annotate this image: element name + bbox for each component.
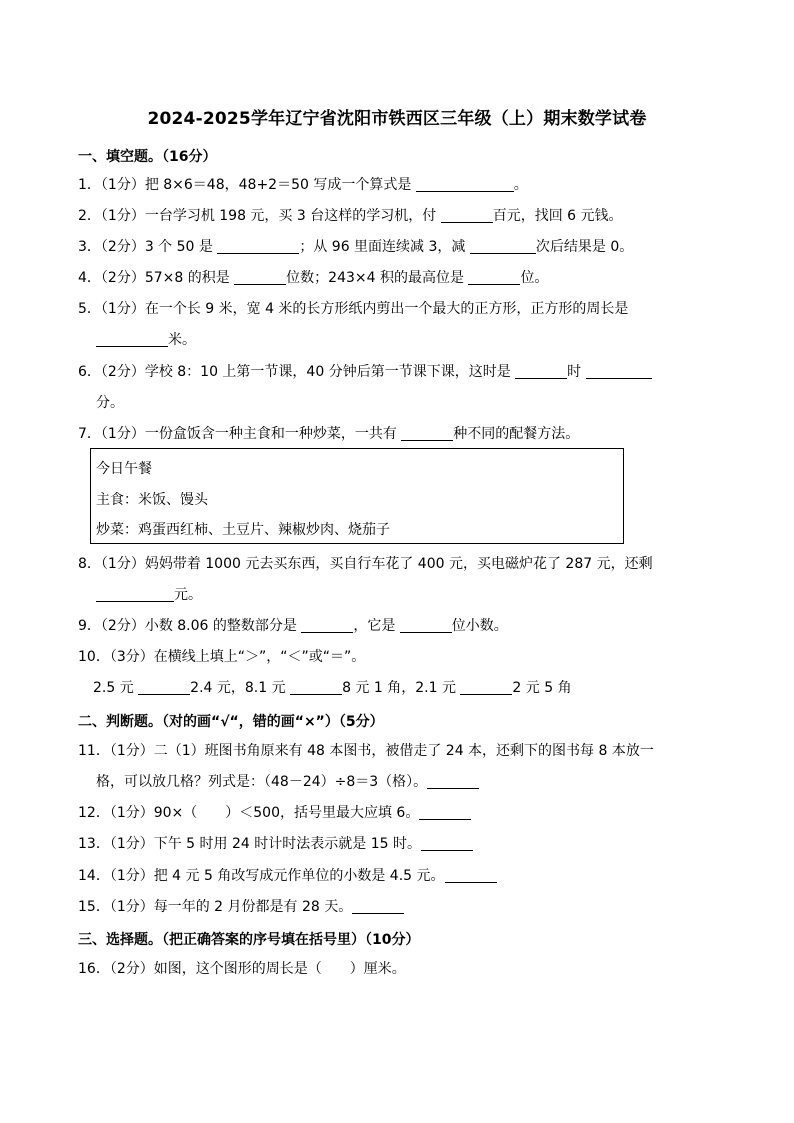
question-7 [78,425,579,443]
question-text: 位数；243×4 积的最高位是 [286,270,464,286]
question-text: 9．（2分）小数 8.06 的整数部分是 [78,618,297,634]
question-11-cont [96,773,479,791]
question-text: 2.4 元，8.1 元 [190,680,286,696]
question-text: 位。 [520,270,549,286]
section-multiple-choice: 三、选择题。（把正确答案的序号填在括号里）（10分） [78,932,420,948]
question-6-cont [96,394,124,412]
question-text: 格，可以放几格？列式是：（48－24）÷8＝3（格）。 [96,774,428,790]
question-text: 10．（3分）在横线上填上“＞”，“＜”或“＝”。 [78,649,366,665]
question-10 [78,648,365,666]
question-2 [78,207,623,225]
answer-blank[interactable] [290,680,342,695]
question-4 [78,269,548,287]
question-text: 2．（1分）一台学习机 198 元，买 3 台这样的学习机，付 [78,208,437,224]
section-true-false: 二、判断题。（对的画“√“，错的画“×”）（5分） [78,714,384,730]
question-15 [78,898,404,916]
answer-blank[interactable] [427,774,479,789]
question-text: 2 元 5 角 [512,680,572,696]
question-text: 12．（1分）90×（ ）＜500，括号里最大应填 6。 [78,805,420,821]
question-9 [78,617,508,635]
question-text: 13．（1分）下午 5 时用 24 时计时法表示就是 15 时。 [78,836,421,852]
question-text: ，它是 [353,618,396,634]
question-text: 种不同的配餐方法。 [453,426,580,442]
question-3 [78,238,633,256]
exam-title: 2024-2025学年辽宁省沈阳市铁西区三年级（上）期末数学试卷 [147,109,647,129]
question-text: 4．（2分）57×8 的积是 [78,270,230,286]
question-text: 8．（1分）妈妈带着 1000 元去买东西，买自行车花了 400 元，买电磁炉花了 287 元，还剩 [78,556,653,572]
answer-blank[interactable] [460,680,512,695]
question-text: 位小数。 [451,618,508,634]
question-16 [78,960,406,978]
question-text: 7．（1分）一份盒饭含一种主食和一种炒菜，一共有 [78,426,397,442]
question-text: 百元，找回 6 元钱。 [492,208,623,224]
question-text: 分。 [96,395,124,411]
question-12 [78,804,471,822]
answer-blank[interactable] [96,332,168,347]
answer-blank[interactable] [217,239,299,254]
answer-blank[interactable] [421,836,473,851]
section-fill-in-blank: 一、填空题。（16分） [78,149,217,165]
answer-blank[interactable] [401,426,453,441]
answer-blank[interactable] [96,587,174,602]
question-10-parts [93,679,572,697]
question-text: 2.5 元 [93,680,134,696]
answer-blank[interactable] [468,270,520,285]
answer-blank[interactable] [586,364,652,379]
question-text: 元。 [174,587,202,603]
answer-blank[interactable] [419,805,471,820]
question-text: 时 [567,364,582,380]
menu-staple: 主食：米饭、馒头 [96,492,208,508]
answer-blank[interactable] [515,364,567,379]
question-text: 1．（1分）把 8×6＝48，48+2＝50 写成一个算式是 [78,177,412,193]
question-13 [78,835,473,853]
question-text: ；从 96 里面连续减 3，减 [299,239,466,255]
answer-blank[interactable] [352,899,404,914]
question-11 [78,742,654,760]
answer-blank[interactable] [301,618,353,633]
answer-blank[interactable] [400,618,452,633]
question-text: 5．（1分）在一个长 9 米，宽 4 米的长方形纸内剪出一个最大的正方形，正方形的周长是 [78,301,629,317]
answer-blank[interactable] [234,270,286,285]
question-5-cont [96,331,196,349]
question-text: 次后结果是 0。 [535,239,634,255]
question-text: 11．（1分）二（1）班图书角原来有 48 本图书，被借走了 24 本，还剩下的图书每 8 本放一 [78,743,654,759]
question-text: 16．（2分）如图，这个图形的周长是（ ）厘米。 [78,961,406,977]
question-text: 6．（2分）学校 8：10 上第一节课，40 分钟后第一节课下课，这时是 [78,364,511,380]
question-text: 3．（2分）3 个 50 是 [78,239,213,255]
lunch-menu-box [90,448,624,544]
menu-heading: 今日午餐 [96,461,152,477]
answer-blank[interactable] [445,868,497,883]
answer-blank[interactable] [138,680,190,695]
question-1 [78,176,528,194]
question-text: 15．（1分）每一年的 2 月份都是有 28 天。 [78,899,353,915]
question-text: 8 元 1 角，2.1 元 [342,680,456,696]
question-text: 14．（1分）把 4 元 5 角改写成元作单位的小数是 4.5 元。 [78,868,445,884]
question-text: 米。 [168,332,196,348]
question-6 [78,363,652,381]
answer-blank[interactable] [470,239,536,254]
question-8-cont [96,586,202,604]
answer-blank[interactable] [416,177,514,192]
question-text: 。 [513,177,528,193]
question-14 [78,867,497,885]
question-8 [78,555,653,573]
question-5 [78,300,628,318]
menu-dishes: 炒菜：鸡蛋西红柿、土豆片、辣椒炒肉、烧茄子 [96,522,390,538]
answer-blank[interactable] [441,208,493,223]
